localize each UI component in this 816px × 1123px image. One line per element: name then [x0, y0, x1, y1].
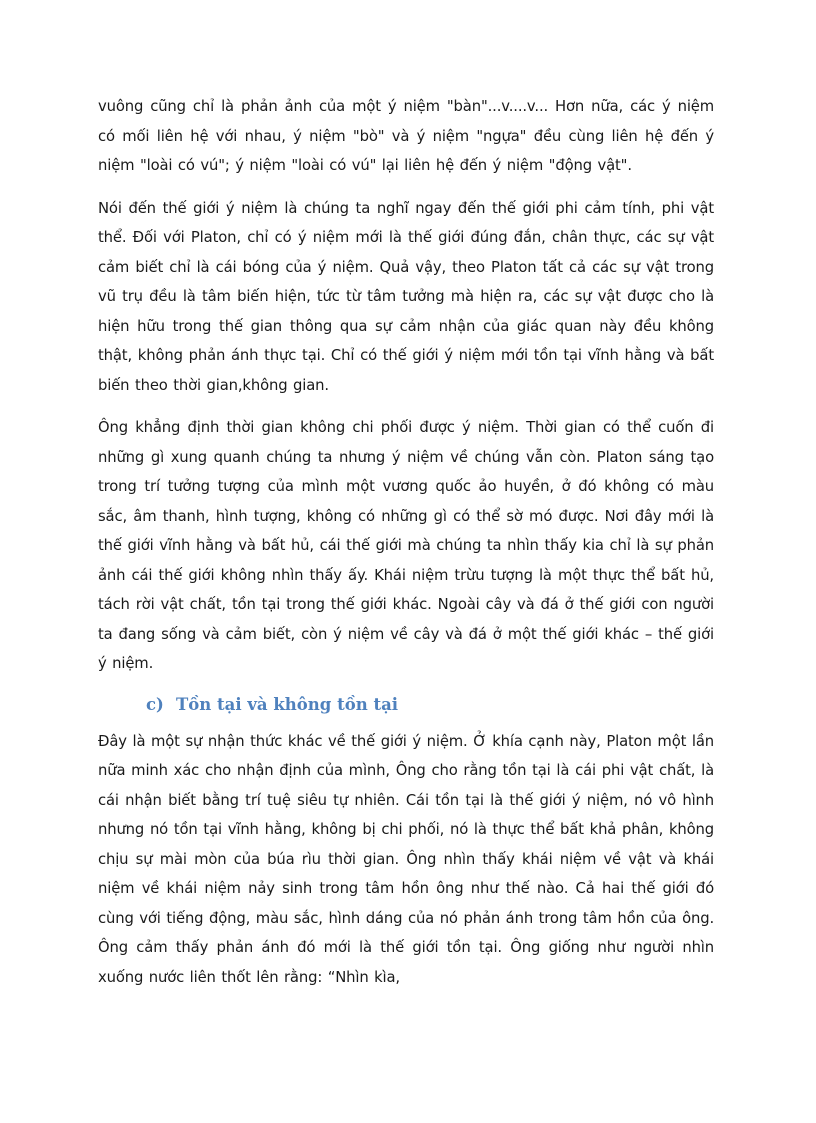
- paragraph-existence: Đây là một sự nhận thức khác về thế giới ý niệm. Ở khía cạnh này, Platon một lần nữa minh xác cho nhận định của mình, Ông cho rằng tồn tại là cái phi vật chất, là cái nhận biết bằng trí tuệ siêu tự nhiên. Cái tồn tại là thế giới ý niệm, nó vô hình nhưng nó tồn tại vĩnh hằng, không bị chi phối, nó là thực thể bất khả phân, không chịu sự mài mòn của búa rìu thời gian. Ông nhìn thấy khái niệm về vật và khái niệm về khái niệm nảy sinh trong tâm hồn ông như thế nào. Cả hai thế giới đó cùng với tiếng động, màu sắc, hình dáng của nó phản ánh trong tâm hồn của ông. Ông cảm thấy phản ánh đó mới là thế giới tồn tại. Ông giống như người nhìn xuống nước liên thốt lên rằng: “Nhìn kìa,: [98, 732, 714, 986]
- page-content: [98, 92, 714, 1005]
- paragraph-time-and-ideas: Ông khẳng định thời gian không chi phối được ý niệm. Thời gian có thể cuốn đi những gì xung quanh chúng ta nhưng ý niệm về chúng vẫn còn. Platon sáng tạo trong trí tưởng tượng của mình một vương quốc ảo huyền, ở đó không có màu sắc, âm thanh, hình tượng, không có những gì có thể sờ mó được. Nơi đây mới là thế giới vĩnh hằng và bất hủ, cái thế giới mà chúng ta nhìn thấy kia chỉ là sự phản ảnh cái thế giới không nhìn thấy ấy. Khái niệm trừu tượng là một thực thể bất hủ, tách rời vật chất, tồn tại trong thế giới khác. Ngoài cây và đá ở thế giới con người ta đang sống và cảm biết, còn ý niệm về cây và đá ở một thế giới khác – thế giới ý niệm.: [98, 419, 714, 672]
- section-number: c): [146, 694, 164, 714]
- paragraph-ideas-relations: vuông cũng chỉ là phản ảnh của một ý niệm "bàn"...v....v... Hơn nữa, các ý niệm có mối liên hệ với nhau, ý niệm "bò" và ý niệm "ngựa" đều cùng liên hệ đến ý niệm "loài có vú"; ý niệm "loài có vú" lại liên hệ đến ý niệm "động vật".: [98, 98, 714, 174]
- section-heading: [146, 692, 714, 718]
- section-title: Tồn tại và không tồn tại: [176, 694, 399, 714]
- paragraph-world-of-ideas: Nói đến thế giới ý niệm là chúng ta nghĩ ngay đến thế giới phi cảm tính, phi vật thể. Đối với Platon, chỉ có ý niệm mới là thế giới đúng đắn, chân thực, các sự vật cảm biết chỉ là cái bóng của ý niệm. Quả vậy, theo Platon tất cả các sự vật trong vũ trụ đều là tâm biến hiện, tức từ tâm tưởng mà hiện ra, các sự vật được cho là hiện hữu trong thế gian thông qua sự cảm nhận của giác quan này đều không thật, không phản ánh thực tại. Chỉ có thế giới ý niệm mới tồn tại vĩnh hằng và bất biến theo thời gian,không gian.: [98, 199, 714, 394]
